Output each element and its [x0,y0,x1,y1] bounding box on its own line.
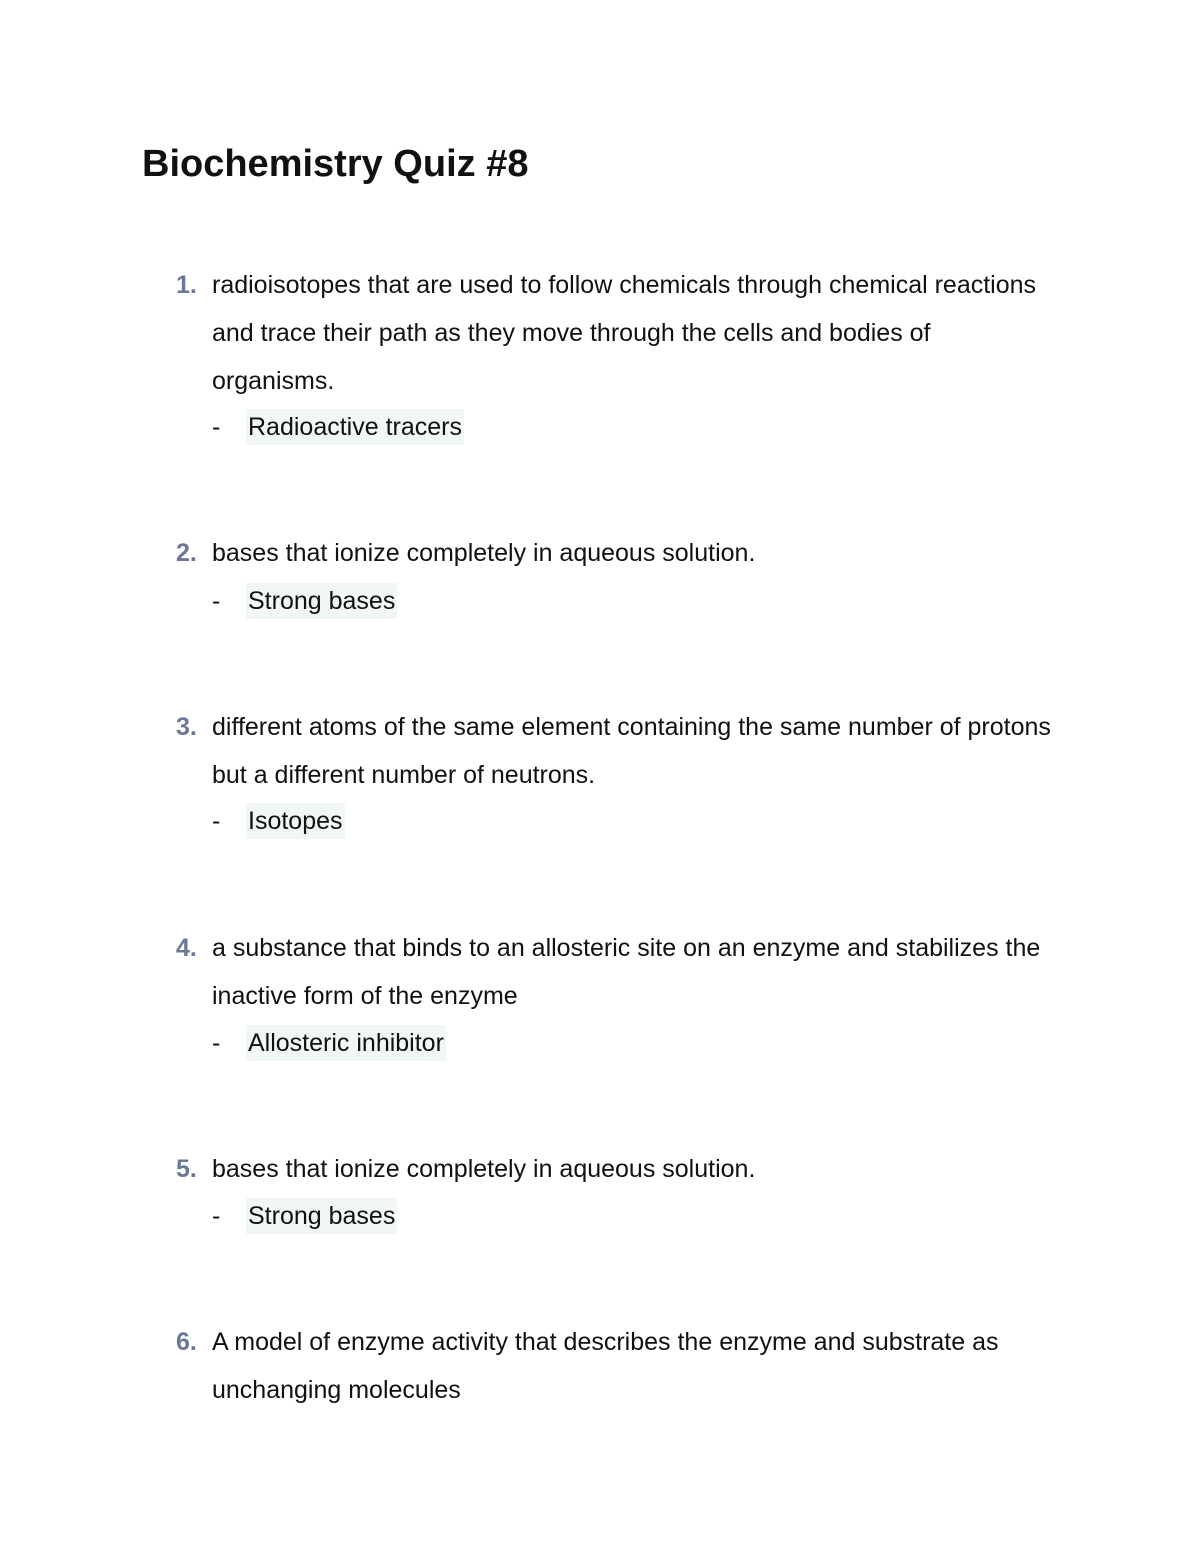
answer-row [0,803,1200,843]
answer-dash: - [212,413,221,441]
answer-dash: - [212,587,221,615]
answer-row [0,409,1200,449]
answer-dash: - [212,1202,221,1230]
question-text: radioisotopes that are used to follow chemicals through chemical reactions and trace their path as they move through the cells and bodies of organisms. [212,271,1037,395]
question-text: different atoms of the same element containing the same number of protons but a different number of neutrons. [212,713,1051,789]
question-text: bases that ionize completely in aqueous solution. [212,539,756,567]
answer-text: Isotopes [246,803,345,839]
question-number: 6. [176,1328,197,1356]
answer-row [0,1025,1200,1065]
question-number: 1. [176,271,197,299]
answer-text: Allosteric inhibitor [246,1025,446,1061]
answer-dash: - [212,1029,221,1057]
question-text: A model of enzyme activity that describes the enzyme and substrate as unchanging molecules [212,1328,999,1404]
answer-text: Strong bases [246,1198,397,1234]
question-number: 3. [176,713,197,741]
answer-text: Radioactive tracers [246,409,464,445]
question-number: 4. [176,934,197,962]
question-number: 5. [176,1155,197,1183]
answer-dash: - [212,807,221,835]
answer-row [0,1198,1200,1238]
answer-row [0,583,1200,623]
page-title: Biochemistry Quiz #8 [142,143,529,185]
answer-text: Strong bases [246,583,397,619]
question-text: bases that ionize completely in aqueous solution. [212,1155,756,1183]
question-number: 2. [176,539,197,567]
question-text: a substance that binds to an allosteric site on an enzyme and stabilizes the inactive form of the enzyme [212,934,1041,1010]
